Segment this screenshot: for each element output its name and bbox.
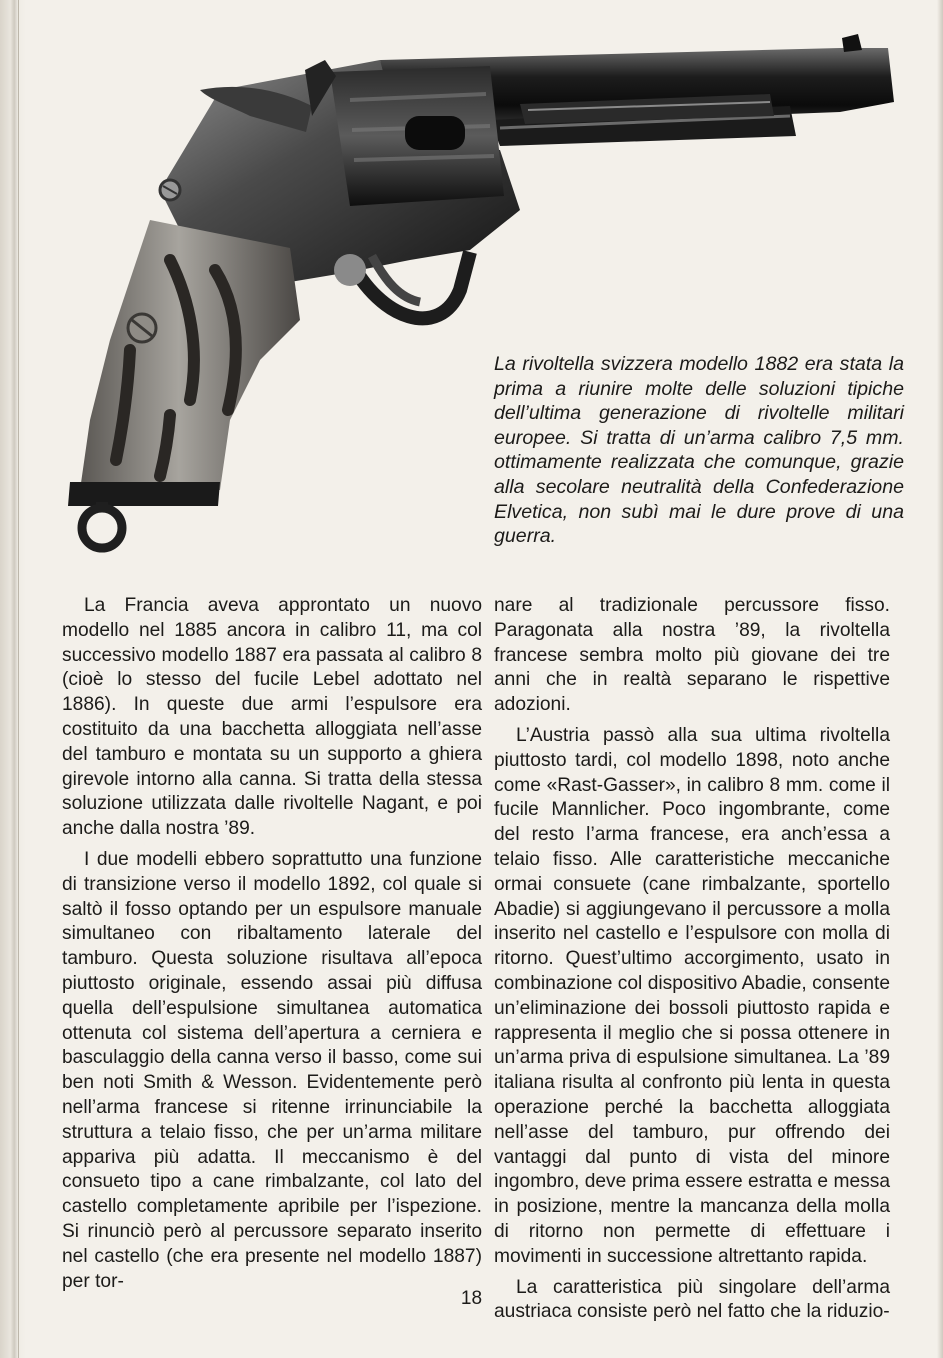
binding-edge: [937, 0, 943, 1358]
paragraph: L’Austria passò alla sua ultima rivoltella piuttosto tardi, col modello 1898, noto anche come «Rast-Gasser», in calibro 8 mm. come il fucile Mannlicher. Poco ingombrante, come del resto l’arma francese, era anch’essa a telaio fisso. Alle caratteristiche meccaniche ormai consuete (cane rimbalzante, sportello Abadie) si aggiungevano il percussore a molla inserito nel castello e l’espulsore con molla di ritorno. Quest’ultimo accorgimento, usato in combinazione col dispositivo Abadie, consente un’eliminazione dei bossoli piuttosto rapida e rappresenta il meglio che si possa ottenere in un’arma priva di espulsione simultanea. La ’89 italiana risulta al confronto più lenta in questa operazione perché la bacchetta alloggiata nell’asse del tamburo, pur offrendo dei vantaggi dal punto di vista del minore ingombro, deve prima essere estratta e messa in posizione, mentre la mancanza della molla di ritorno non permette di effettuare i movimenti in successione altrettanto rapida.: [494, 724, 890, 1267]
page-number: 18: [460, 1288, 483, 1309]
photo-caption: La rivoltella svizzera modello 1882 era stata la prima a riunire molte delle soluzioni tipiche dell’ultima generazione di rivoltelle militari europee. Si tratta di un’arma calibro 7,5 mm. ottimamente realizzata che comunque, grazie alla secolare neutralità della Confederazione Elvetica, non subì mai le dure prove di una guerra.: [494, 353, 904, 548]
page-edge-line: [18, 0, 19, 1358]
paragraph: nare al tradizionale percussore fisso. Paragonata alla nostra ’89, la rivoltella francese sembra molto più giovane dei tre anni che in realtà separano le rispettive adozioni.: [494, 595, 890, 716]
paragraph: I due modelli ebbero soprattutto una funzione di transizione verso il modello 1892, col quale si saltò il fosso optando per un espulsore manuale simultaneo con ribaltamento laterale del tamburo. Questa soluzione risultava all’epoca piuttosto originale, essendo assai più diffusa quella dell’espulsione simultanea automatica ottenuta col sistema dell’apertura a cerniera e basculaggio della canna verso il basso, come sui ben noti Smith & Wesson. Evidentemente però nell’arma francese si ritenne irrinunciabile la struttura a telaio fisso, che per un’arma militare appariva più adatta. Il meccanismo è del consueto tipo a cane rimbalzante, col lato del castello completamente apribile per l’ispezione. Si rinunciò però al percussore separato inserito nel castello (che era presente nel modello 1887) per tor-: [62, 848, 482, 1292]
paragraph: La caratteristica più singolare dell’arma austriaca consiste però nel fatto che la riduzio-: [494, 1276, 890, 1323]
left-column: [62, 594, 482, 1300]
paragraph: La Francia aveva approntato un nuovo modello nel 1885 ancora in calibro 11, ma col successivo modello 1887 era passata al calibro 8 (cioè lo stesso del fucile Lebel adottato nel 1886). In queste due armi l’espulsore era costituito da una bacchetta alloggiata nell’asse del tamburo e montata su un supporto a ghiera girevole intorno alla canna. Si tratta della stessa soluzione utilizzata dalle rivoltelle Nagant, e poi anche dalla nostra ’89.: [62, 595, 482, 840]
page-stack-edge: [0, 0, 26, 1358]
right-column: [494, 594, 890, 1331]
